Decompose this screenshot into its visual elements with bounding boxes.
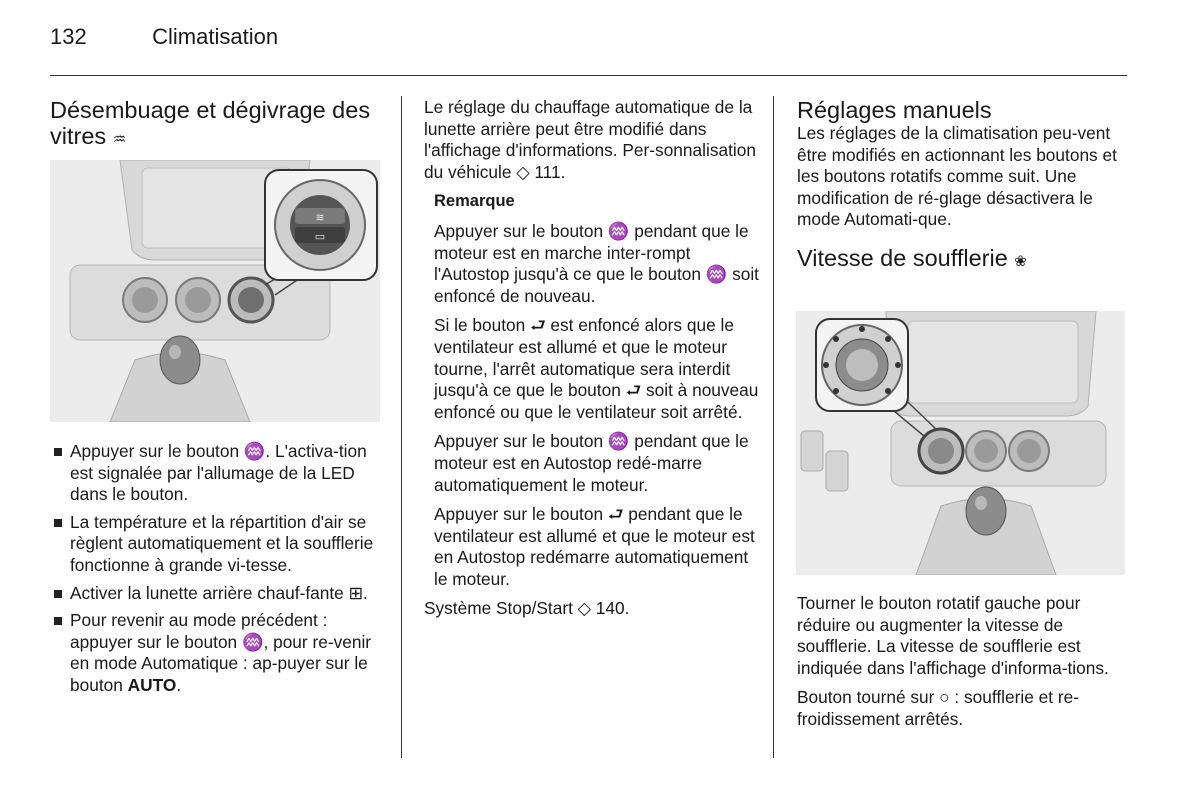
page-header — [50, 24, 278, 50]
note-block — [424, 191, 759, 590]
defrost-icon: ♒ — [112, 130, 127, 148]
column-divider-1 — [401, 96, 402, 758]
column-2 — [424, 97, 759, 628]
fan-icon: ❀ — [1014, 251, 1027, 270]
auto-button-label: AUTO — [127, 674, 177, 695]
page-title: Climatisation — [152, 24, 279, 49]
section-heading-fan-speed: Vitesse de soufflerie ❀ — [797, 244, 1027, 271]
list-item: La température et la répartition d'air se règlent automatiquement et la soufflerie fonctionne à grande vi-tesse. — [52, 512, 382, 577]
page-number: 132 — [50, 24, 87, 49]
auto-heating-paragraph: Le réglage du chauffage automatique de la lunette arrière peut être modifié dans l'affichage d'informations. Per-sonnalisation du véhicule ◇ 111. — [424, 97, 756, 182]
column-3 — [797, 97, 1127, 274]
section-heading-defrost: Désembuage et dégivrage des vitres ♒ — [50, 97, 371, 149]
manual-settings-paragraph: Les réglages de la climatisation peu-vent être modifiés en actionnant les boutons et les boutons rotatifs comme suit. Une modification de ré-glage désactivera le mode Automati-que. — [797, 123, 1117, 230]
note-paragraph: Appuyer sur le bouton ⮐ pendant que le ventilateur est allumé et que le moteur est en Autostop redémarre automatiquement le moteur. — [434, 504, 755, 589]
column-3-lower — [797, 593, 1127, 739]
stop-start-reference: Système Stop/Start ◇ 140. — [424, 598, 630, 619]
figure-defrost-controls — [50, 160, 380, 422]
column-1-list — [52, 441, 382, 703]
note-paragraph: Appuyer sur le bouton ♒ pendant que le moteur est en marche inter-rompt l'Autostop jusqu'à ce que le bouton ♒ soit enfoncé de nouveau. — [434, 220, 759, 306]
note-paragraph: Si le bouton ⮐ est enfoncé alors que le ventilateur est allumé et que le moteur tourne, l'arrêt automatique sera interdit jusqu'à ce que le bouton ⮐ soit à nouveau enfoncé ou que le ventilateur soit arrêté. — [434, 315, 759, 422]
column-divider-2 — [773, 96, 774, 758]
list-item: Appuyer sur le bouton ♒. L'activa-tion est signalée par l'allumage de la LED dans le bouton. — [52, 441, 382, 506]
note-title: Remarque — [434, 192, 515, 211]
fan-off-paragraph: Bouton tourné sur ○ : soufflerie et re-froidissement arrêtés. — [797, 687, 1079, 729]
fan-speed-paragraph: Tourner le bouton rotatif gauche pour réduire ou augmenter la vitesse de soufflerie. La vitesse de soufflerie est indiquée dans l'affichage d'informa-tions. — [797, 593, 1109, 678]
section-heading-manual: Réglages manuels — [797, 97, 992, 123]
column-1 — [50, 97, 380, 152]
list-item: Activer la lunette arrière chauf-fante ⊞. — [52, 583, 382, 605]
svg-text:▭: ▭ — [314, 230, 326, 243]
header-rule — [50, 75, 1127, 76]
figure-fan-speed-controls — [796, 311, 1125, 575]
list-item: Pour revenir au mode précédent : appuyer sur le bouton ♒, pour re-venir en mode Automatique : ap-puyer sur le bouton AUTO. — [52, 610, 382, 696]
instruction-list — [52, 441, 382, 697]
note-paragraph: Appuyer sur le bouton ♒ pendant que le moteur est en Autostop redé-marre automatiquement le moteur. — [434, 431, 749, 495]
svg-text:≋: ≋ — [315, 211, 325, 224]
